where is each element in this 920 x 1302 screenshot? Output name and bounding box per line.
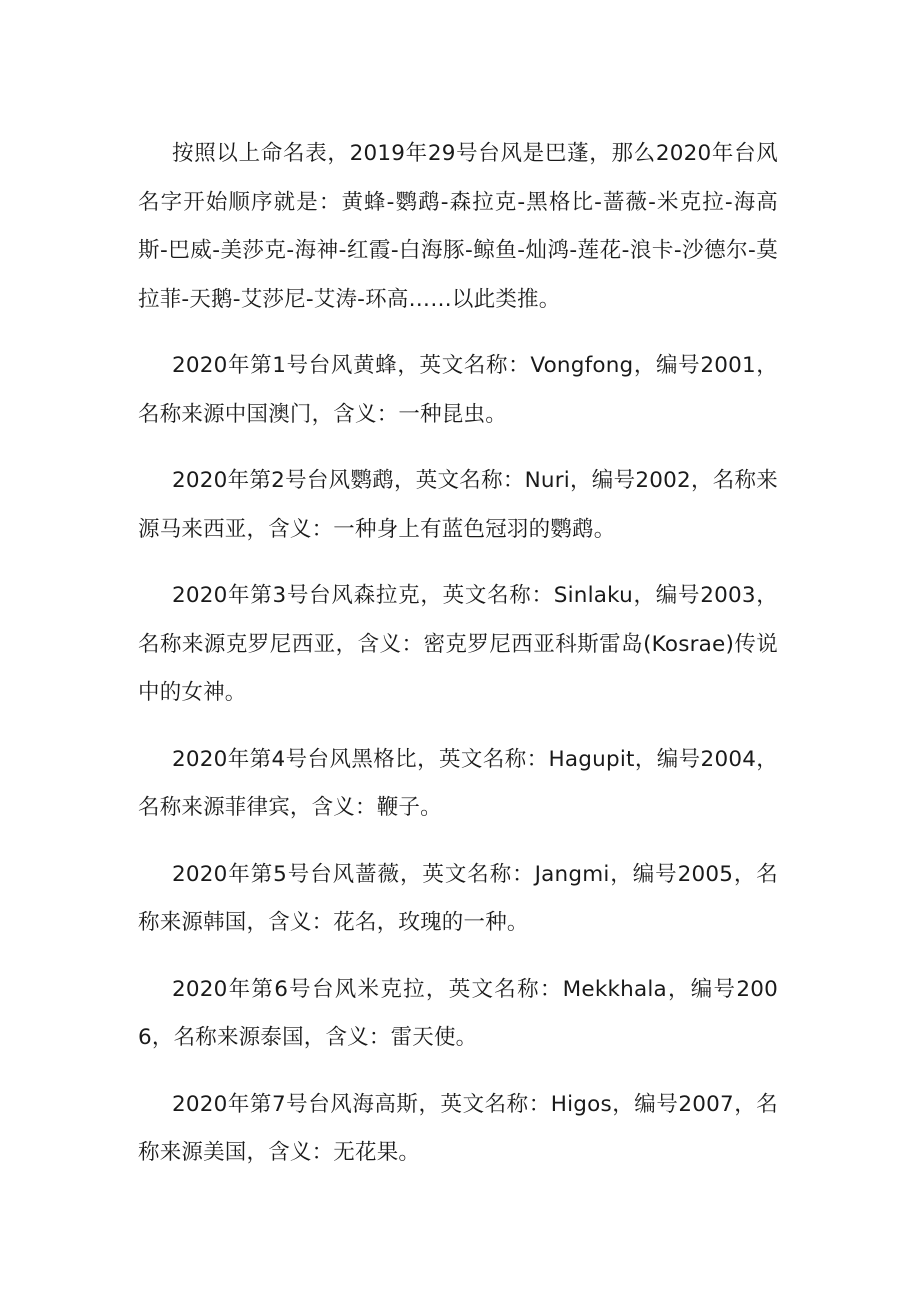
typhoon-entry-5: 2020年第5号台风蔷薇，英文名称：Jangmi，编号2005，名称来源韩国，含义：花名，玫瑰的一种。 (138, 861, 778, 935)
typhoon-entry-2: 2020年第2号台风鹦鹉，英文名称：Nuri，编号2002，名称来源马来西亚，含义：一种身上有蓝色冠羽的鹦鹉。 (138, 468, 778, 542)
typhoon-entry-7: 2020年第7号台风海高斯，英文名称：Higos，编号2007，名称来源美国，含义：无花果。 (138, 1091, 778, 1165)
document-page (138, 130, 778, 1196)
typhoon-entry-3: 2020年第3号台风森拉克，英文名称：Sinlaku，编号2003，名称来源克罗尼西亚，含义：密克罗尼西亚科斯雷岛(Kosrae)传说中的女神。 (138, 583, 778, 705)
typhoon-entry-4: 2020年第4号台风黑格比，英文名称：Hagupit，编号2004，名称来源菲律宾，含义：鞭子。 (138, 746, 778, 820)
typhoon-entry-6: 2020年第6号台风米克拉，英文名称：Mekkhala，编号2006，名称来源泰国，含义：雷天使。 (138, 976, 778, 1050)
intro-paragraph: 按照以上命名表，2019年29号台风是巴蓬，那么2020年台风名字开始顺序就是：黄蜂-鹦鹉-森拉克-黑格比-蔷薇-米克拉-海高斯-巴威-美莎克-海神-红霞-白海豚-鲸鱼-灿鸿-莲花-浪卡-沙德尔-莫拉菲-天鹅-艾莎尼-艾涛-环高……以此类推。 (138, 141, 778, 312)
typhoon-entry-1: 2020年第1号台风黄蜂，英文名称：Vongfong，编号2001，名称来源中国澳门，含义：一种昆虫。 (138, 353, 778, 427)
